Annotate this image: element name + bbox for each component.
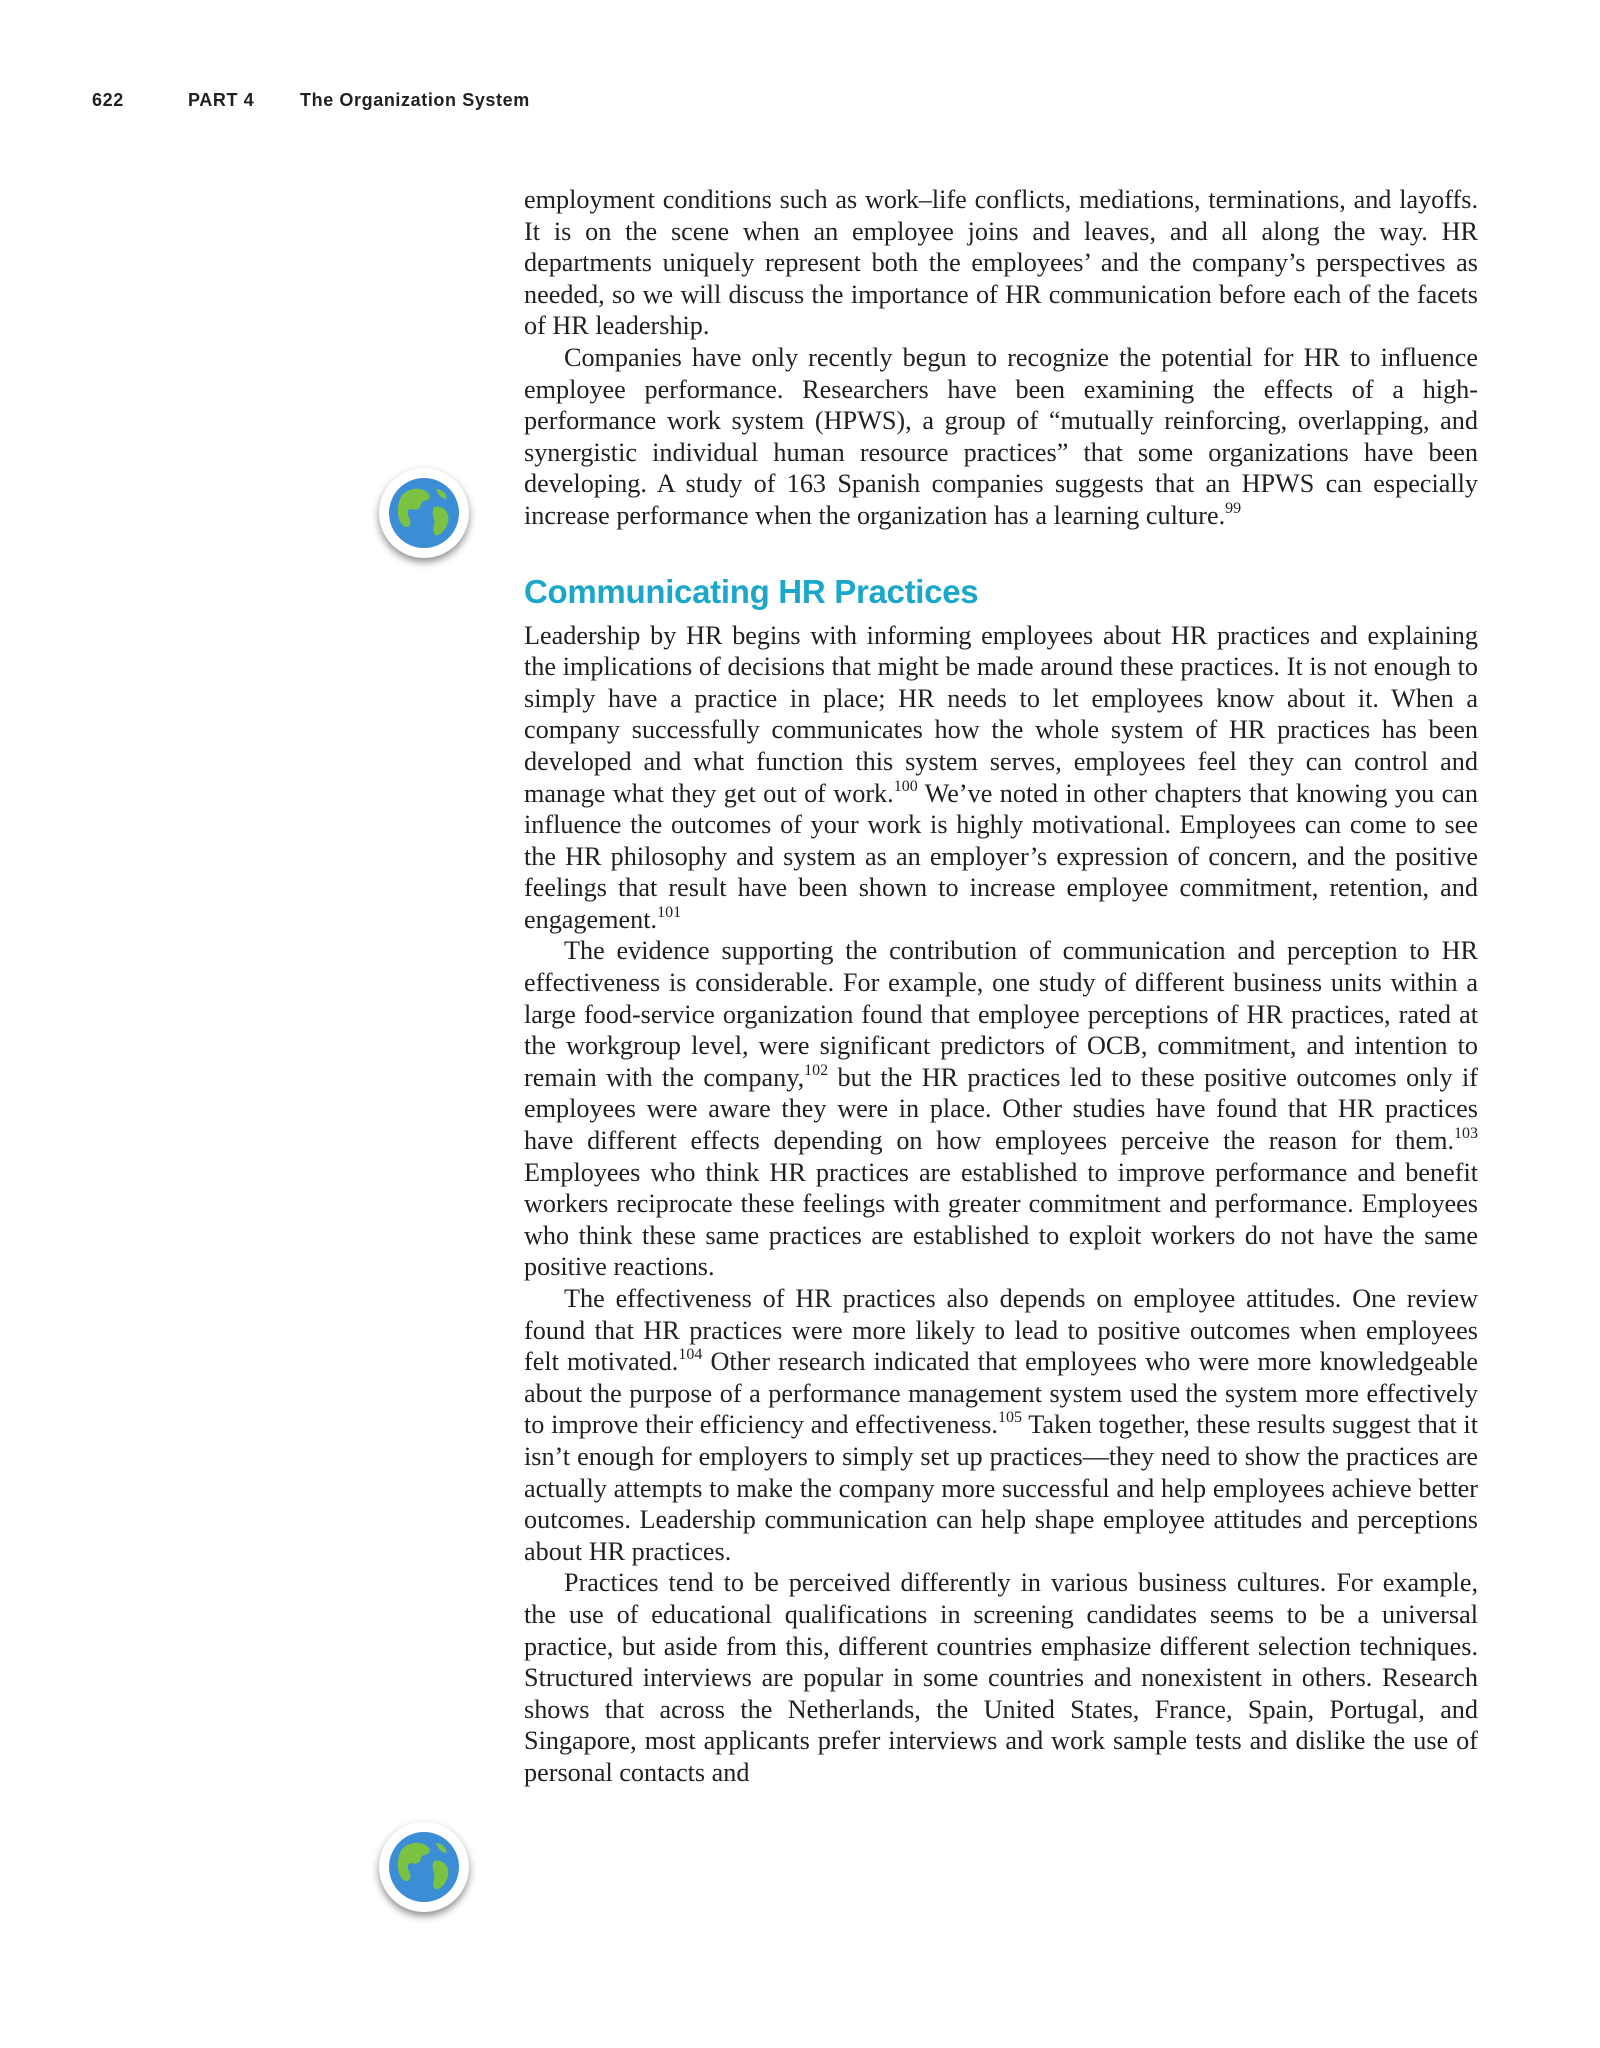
body-text-column <box>524 184 1478 1789</box>
paragraph: Practices tend to be perceived differently in various business cultures. For example, the use of educational qualifications in screening candidates seems to be a universal practice, but aside from this, different countries emphasize different selection techniques. Structured interviews are popular in some countries and nonexistent in others. Research shows that across the Netherlands, the United States, France, Spain, Portugal, and Singapore, most applicants prefer interviews and work sample tests and dislike the use of personal contacts and <box>524 1568 1478 1787</box>
globe-icon <box>379 1822 469 1912</box>
paragraph: The evidence supporting the contribution of communication and perception to HR effectiveness is considerable. For example, one study of different business units within a large food-service organization found that employee perceptions of HR practices, rated at the workgroup level, were significant predictors of OCB, commitment, and intention to remain with the company,$^{102}$ but the HR practices led to these positive outcomes only if employees were aware they were in place. Other studies have found that HR practices have different effects depending on how employees perceive the reason for them.$^{103}$ Employees who think HR practices are established to improve performance and benefit workers reciprocate these feelings with greater commitment and performance. Employees who think these same practices are established to exploit workers do not have the same positive reactions. <box>524 936 1478 1282</box>
endnote-ref: 102 <box>804 1061 829 1079</box>
page-number: 622 <box>92 90 124 110</box>
paragraph: The effectiveness of HR practices also depends on employee attitudes. One review found that HR practices were more likely to lead to positive outcomes when employees felt motivated.$^{104}$ Other research indicated that employees who were more knowledgeable about the purpose of a performance management system used the system more effectively to improve their efficiency and effectiveness.$^{105}$ Taken together, these results suggest that it isn’t enough for employers to simply set up practices—they need to show the practices are actually attempts to make the company more successful and help employees achieve better outcomes. Leadership communication can help shape employee attitudes and perceptions about HR practices. <box>524 1284 1478 1566</box>
endnote-ref: 101 <box>657 903 682 921</box>
paragraph: Companies have only recently begun to recognize the potential for HR to influence employee performance. Researchers have been examining the effects of a high-performance work system (HPWS), a group of “mutually reinforcing, overlapping, and synergistic individual human resource practices” that some organizations have been developing. A study of 163 Spanish companies suggests that an HPWS can especially increase performance when the organization has a learning culture.$^{99}$ <box>524 342 1478 530</box>
endnote-ref: 104 <box>678 1346 703 1364</box>
part-title: The Organization System <box>300 90 530 110</box>
globe-icon <box>379 468 469 558</box>
endnote-ref: 99 <box>1225 499 1242 517</box>
section-heading: Communicating HR Practices <box>524 572 979 610</box>
endnote-ref: 105 <box>997 1409 1022 1427</box>
running-head <box>92 90 530 111</box>
endnote-ref: 100 <box>893 777 918 795</box>
endnote-ref: 103 <box>1454 1125 1478 1143</box>
paragraph: employment conditions such as work–life conflicts, mediations, terminations, and layoffs. It is on the scene when an employee joins and leaves, and all along the way. HR departments uniquely represent both the employees’ and the company’s perspectives as needed, so we will discuss the importance of HR communication before each of the facets of HR leadership. <box>524 185 1478 341</box>
paragraph: Leadership by HR begins with informing employees about HR practices and explaining the implications of decisions that might be made around these practices. It is not enough to simply have a practice in place; HR needs to let employees know about it. When a company successfully communicates how the whole system of HR practices has been developed and what function this system serves, employees feel they can control and manage what they get out of work.$^{100}$ We’ve noted in other chapters that knowing you can influence the outcomes of your work is highly motivational. Employees can come to see the HR philosophy and system as an employer’s expression of concern, and the positive feelings that result have been shown to increase employee commitment, retention, and engagement.$^{101}$ <box>524 620 1478 934</box>
part-label: PART 4 <box>188 90 255 110</box>
